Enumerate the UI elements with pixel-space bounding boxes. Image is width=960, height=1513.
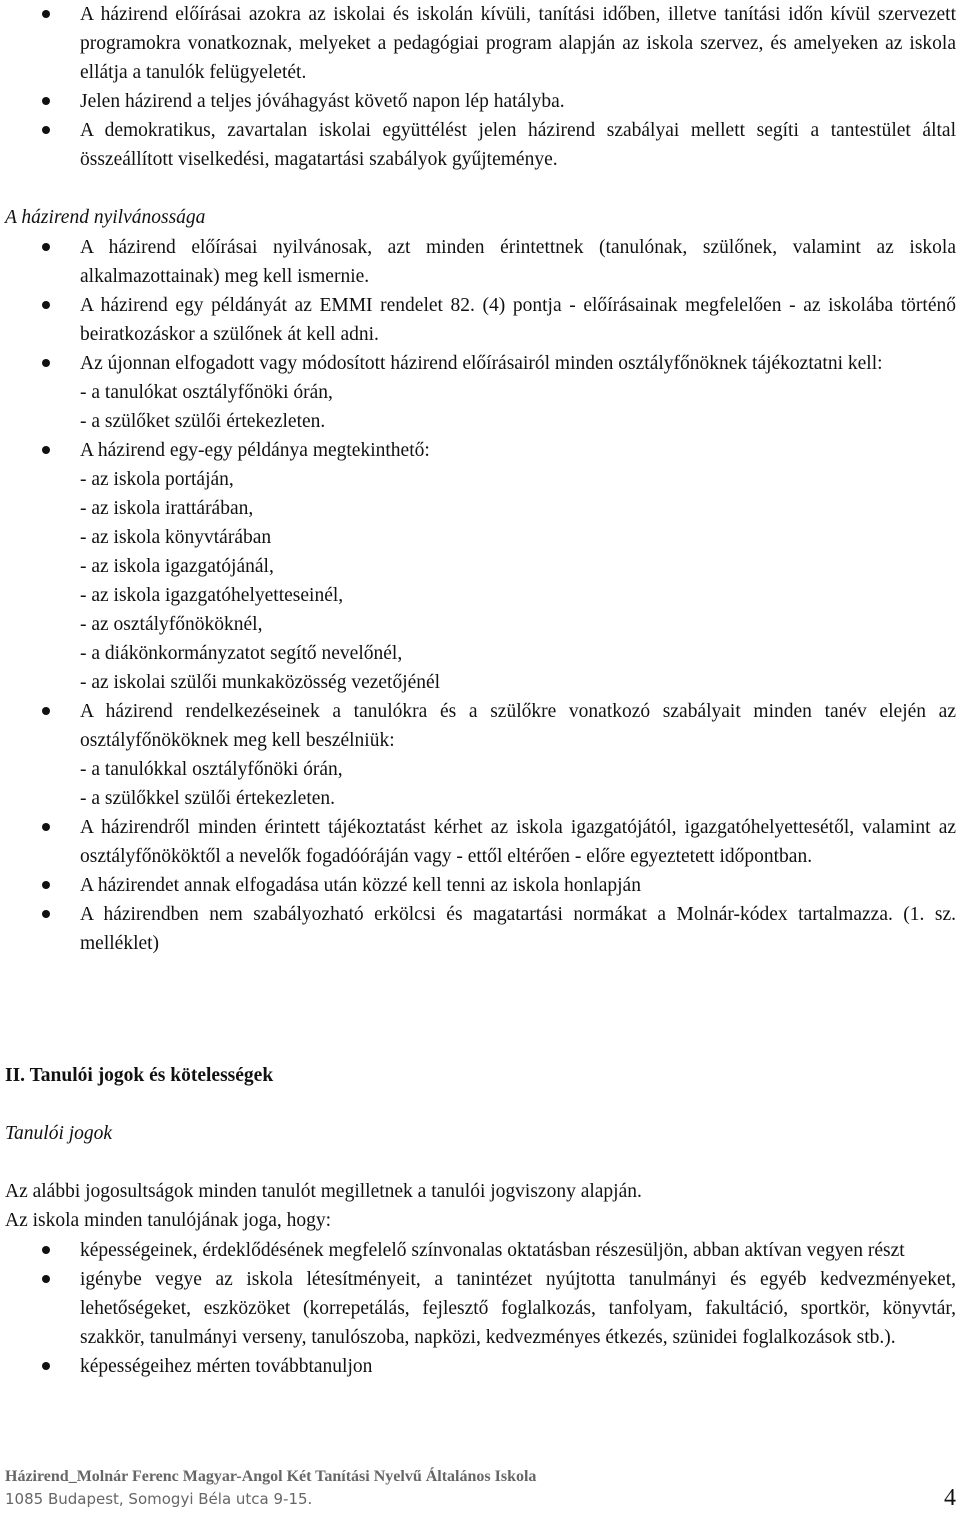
footer-school-name: Házirend_Molnár Ferenc Magyar-Angol Két Tanítási Nyelvű Általános Iskola — [5, 1468, 537, 1485]
list-item: A demokratikus, zavartalan iskolai együttélést jelen házirend szabályai mellett segíti a tantestület által összeállított viselkedési, magatartási szabályok gyűjteménye. — [0, 116, 960, 174]
public-list — [0, 233, 960, 958]
list-item: A házirend előírásai nyilvánosak, azt minden érintettnek (tanulónak, szülőnek, valamint az iskola alkalmazottainak) meg kell ismernie. — [0, 233, 960, 291]
sub-line: - az iskola irattárában, — [80, 498, 254, 519]
sub-line: - az iskola igazgatójánál, — [80, 556, 274, 577]
list-item-text: A házirend egy-egy példánya megtekinthető: — [80, 440, 430, 461]
sub-line: - a tanulókat osztályfőnöki órán, — [80, 382, 333, 403]
sub-line: - az osztályfőnököknél, — [80, 614, 263, 635]
list-item: A házirend előírásai azokra az iskolai és iskolán kívüli, tanítási időben, illetve tanítási időn kívül szervezett programokra vonatkoznak, melyeket a pedagógiai program alapján az iskola szervez, és amelyeken az iskola ellátja a tanulók felügyeletét. — [0, 0, 960, 87]
intro-list — [0, 0, 960, 174]
page-footer — [5, 1466, 536, 1510]
list-item-text: Az újonnan elfogadott vagy módosított házirend előírásairól minden osztályfőnöknek tájékoztatni kell: — [80, 353, 883, 374]
footer-address: 1085 Budapest, Somogyi Béla utca 9-15. — [5, 1490, 313, 1508]
sub-line: - a diákönkormányzatot segítő nevelőnél, — [80, 643, 403, 664]
list-item: A házirendben nem szabályozható erkölcsi és magatartási normákat a Molnár-kódex tartalmazza. (1. sz. melléklet) — [0, 900, 960, 958]
list-item: képességeinek, érdeklődésének megfelelő színvonalas oktatásban részesüljön, abban aktívan vegyen részt — [0, 1236, 960, 1265]
sub-line: - az iskolai szülői munkaközösség vezetőjénél — [80, 672, 441, 693]
rights-list — [0, 1236, 960, 1381]
subheading-student-rights: Tanulói jogok — [5, 1123, 113, 1144]
list-item: A házirend egy példányát az EMMI rendelet 82. (4) pontja - előírásainak megfelelően - az iskolába történő beiratkozáskor a szülőnek át kell adni. — [0, 291, 960, 349]
list-item — [0, 436, 960, 697]
list-item: igénybe vegye az iskola létesítményeit, a tanintézet nyújtotta tanulmányi és egyéb kedvezményeket, lehetőségeket, eszközöket (korrepetálás, fejlesztő foglalkozás, tanfolyam, fakultáció, sportkör, könyvtár, szakkör, tanulmányi verseny, tanulószoba, napközi, kedvezményes étkezés, szünidei foglalkozások stb.). — [0, 1265, 960, 1352]
sub-line: - az iskola portáján, — [80, 469, 234, 490]
rights-paragraph: Az alábbi jogosultságok minden tanulót megilletnek a tanulói jogviszony alapján. — [5, 1181, 642, 1202]
sub-line: - a szülőkkel szülői értekezleten. — [80, 788, 336, 809]
list-item: Jelen házirend a teljes jóváhagyást követő napon lép hatályba. — [0, 87, 960, 116]
sub-line: - az iskola könyvtárában — [80, 527, 272, 548]
list-item: A házirendről minden érintett tájékoztatást kérhet az iskola igazgatójától, igazgatóhelyettesétől, valamint az osztályfőnököktől a nevelők fogadóóráján vagy - ettől eltérően - előre egyeztetett időpontban. — [0, 813, 960, 871]
sub-line: - az iskola igazgatóhelyetteseinél, — [80, 585, 344, 606]
section-heading-rights: II. Tanulói jogok és kötelességek — [5, 1065, 274, 1086]
list-item: képességeihez mérten továbbtanuljon — [0, 1352, 960, 1381]
sub-line: - a tanulókkal osztályfőnöki órán, — [80, 759, 343, 780]
list-item: A házirendet annak elfogadása után közzé kell tenni az iskola honlapján — [0, 871, 960, 900]
page-number: 4 — [944, 1485, 956, 1511]
list-item — [0, 697, 960, 813]
section-heading-public: A házirend nyilvánossága — [5, 207, 206, 228]
list-item-text: A házirend rendelkezéseinek a tanulókra és a szülőkre vonatkozó szabályait minden tanév elején az osztályfőnököknek meg kell beszélniük: — [80, 701, 956, 751]
sub-line: - a szülőket szülői értekezleten. — [80, 411, 326, 432]
rights-paragraph: Az iskola minden tanulójának joga, hogy: — [5, 1210, 332, 1231]
list-item — [0, 349, 960, 436]
